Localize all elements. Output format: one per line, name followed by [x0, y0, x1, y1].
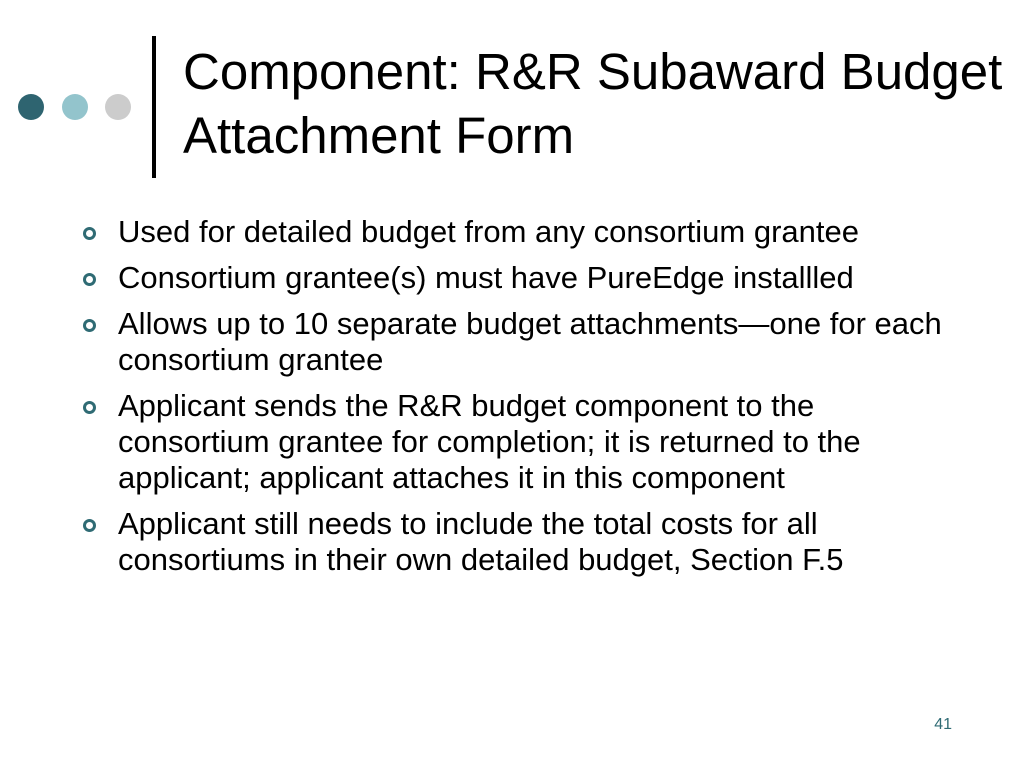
page-number: 41 [934, 716, 952, 733]
bullet-item [78, 388, 948, 496]
title-divider [152, 36, 156, 178]
bullet-text: Used for detailed budget from any consortium grantee [118, 214, 859, 249]
bullet-ring-icon [83, 319, 96, 332]
bullet-text: Applicant sends the R&R budget component to the consortium grantee for completion; it is returned to the applicant; applicant attaches it in this component [118, 388, 861, 495]
slide-title: Component: R&R Subaward Budget Attachment Form [183, 43, 1003, 164]
bullet-item [78, 506, 948, 578]
bullet-ring-icon [83, 401, 96, 414]
bullet-list [78, 214, 948, 588]
dot-icon [18, 94, 44, 120]
bullet-item [78, 306, 948, 378]
dot-icon [62, 94, 88, 120]
bullet-text: Consortium grantee(s) must have PureEdge installled [118, 260, 854, 295]
dot-icon [105, 94, 131, 120]
bullet-ring-icon [83, 227, 96, 240]
bullet-text: Applicant still needs to include the total costs for all consortiums in their own detailed budget, Section F.5 [118, 506, 844, 577]
bullet-item [78, 214, 948, 250]
bullet-ring-icon [83, 519, 96, 532]
decorative-dots [18, 94, 133, 120]
bullet-ring-icon [83, 273, 96, 286]
bullet-item [78, 260, 948, 296]
bullet-text: Allows up to 10 separate budget attachments—one for each consortium grantee [118, 306, 942, 377]
